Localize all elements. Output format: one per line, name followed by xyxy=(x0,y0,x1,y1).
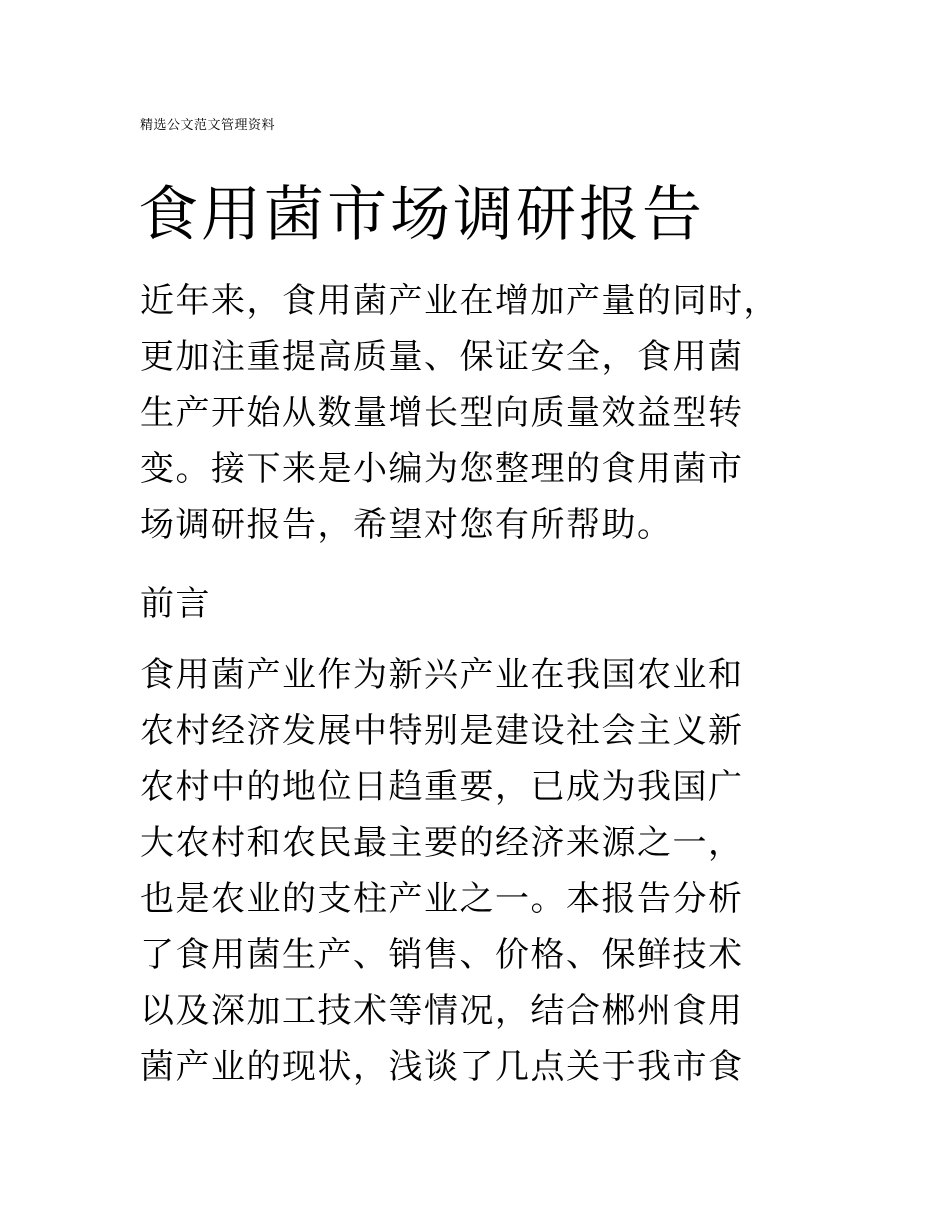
intro-paragraph xyxy=(140,273,820,553)
body-line: 了食用菌生产、销售、价格、保鲜技术 xyxy=(140,935,744,975)
body-line: 也是农业的支柱产业之一。本报告分析 xyxy=(140,879,744,919)
body-paragraph xyxy=(140,647,820,1095)
body-line: 农村经济发展中特别是建设社会主义新 xyxy=(140,711,744,751)
intro-line: 生产开始从数量增长型向质量效益型转 xyxy=(140,393,744,433)
body-line: 大农村和农民最主要的经济来源之一， xyxy=(140,823,744,863)
intro-line: 场调研报告，希望对您有所帮助。 xyxy=(140,505,673,545)
document-title: 食用菌市场调研报告 xyxy=(138,180,705,250)
body-line: 农村中的地位日趋重要，已成为我国广 xyxy=(140,767,744,807)
body-line: 以及深加工技术等情况，结合郴州食用 xyxy=(140,991,744,1031)
intro-line: 变。接下来是小编为您整理的食用菌市 xyxy=(140,449,744,489)
body-line: 食用菌产业作为新兴产业在我国农业和 xyxy=(140,655,744,695)
body-line: 菌产业的现状，浅谈了几点关于我市食 xyxy=(140,1047,744,1087)
page-header: 精选公文范文管理资料 xyxy=(140,118,276,133)
intro-line: 近年来，食用菌产业在增加产量的同时， xyxy=(140,281,779,321)
intro-line: 更加注重提高质量、保证安全，食用菌 xyxy=(140,337,744,377)
section-heading: 前言 xyxy=(140,584,211,624)
